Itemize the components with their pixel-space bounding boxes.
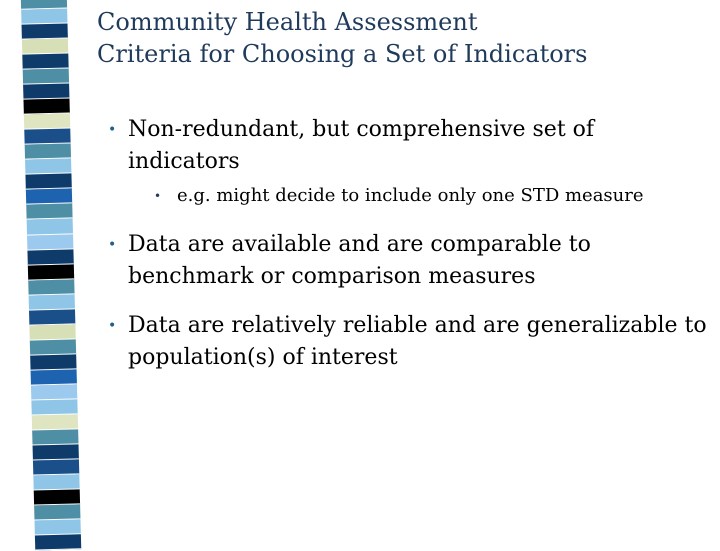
slide-title	[97, 6, 697, 70]
stripe-segment	[32, 414, 78, 430]
stripe-segment	[22, 24, 68, 40]
stripe-segment	[34, 489, 80, 505]
bullet-text: Data are relatively reliable and are generalizable to population(s) of interest	[128, 313, 707, 370]
stripe-segment	[26, 204, 72, 220]
stripe-segment	[22, 54, 68, 70]
stripe-segment	[31, 384, 77, 400]
slide-content	[108, 114, 708, 391]
stripe-segment	[29, 309, 75, 325]
stripe-segment	[25, 174, 71, 190]
bullet-dot-icon: •	[108, 122, 117, 138]
bullet-item-3	[108, 310, 708, 374]
decorative-stripe-bar	[21, 0, 82, 551]
stripe-segment	[32, 429, 78, 445]
stripe-segment	[27, 219, 73, 235]
stripe-segment	[34, 504, 80, 520]
stripe-segment	[21, 9, 67, 25]
slide-title-line-1: Community Health Assessment	[97, 8, 478, 36]
stripe-segment	[25, 159, 71, 175]
stripe-segment	[33, 459, 79, 475]
stripe-segment	[26, 189, 72, 205]
stripe-segment	[31, 399, 77, 415]
stripe-segment	[28, 264, 74, 280]
stripe-segment	[29, 324, 75, 340]
stripe-segment	[24, 129, 70, 145]
stripe-segment	[35, 519, 81, 535]
bullet-dot-icon: •	[108, 318, 117, 334]
stripe-segment	[23, 99, 69, 115]
sub-bullet-dot-icon: •	[154, 189, 162, 203]
stripe-segment	[33, 444, 79, 460]
stripe-segment	[33, 474, 79, 490]
stripe-segment	[22, 39, 68, 55]
stripe-segment	[25, 144, 71, 160]
stripe-segment	[23, 84, 69, 100]
stripe-segment	[35, 534, 81, 550]
sub-bullet-item-1	[154, 180, 708, 212]
slide-title-line-2: Criteria for Choosing a Set of Indicators	[97, 40, 588, 68]
stripe-segment	[23, 69, 69, 85]
stripe-segment	[27, 234, 73, 250]
stripe-segment	[28, 279, 74, 295]
sub-bullet-text: e.g. might decide to include only one STD measure	[177, 185, 644, 206]
stripe-segment	[30, 354, 76, 370]
bullet-text: Non-redundant, but comprehensive set of indicators	[128, 117, 595, 174]
stripe-segment	[31, 369, 77, 385]
bullet-item-1	[108, 114, 708, 212]
bullet-dot-icon: •	[108, 237, 117, 253]
bullet-text: Data are available and are comparable to benchmark or comparison measures	[128, 232, 591, 289]
stripe-segment	[30, 339, 76, 355]
bullet-item-2	[108, 229, 708, 293]
stripe-segment	[24, 114, 70, 130]
stripe-segment	[29, 294, 75, 310]
stripe-segment	[27, 249, 73, 265]
